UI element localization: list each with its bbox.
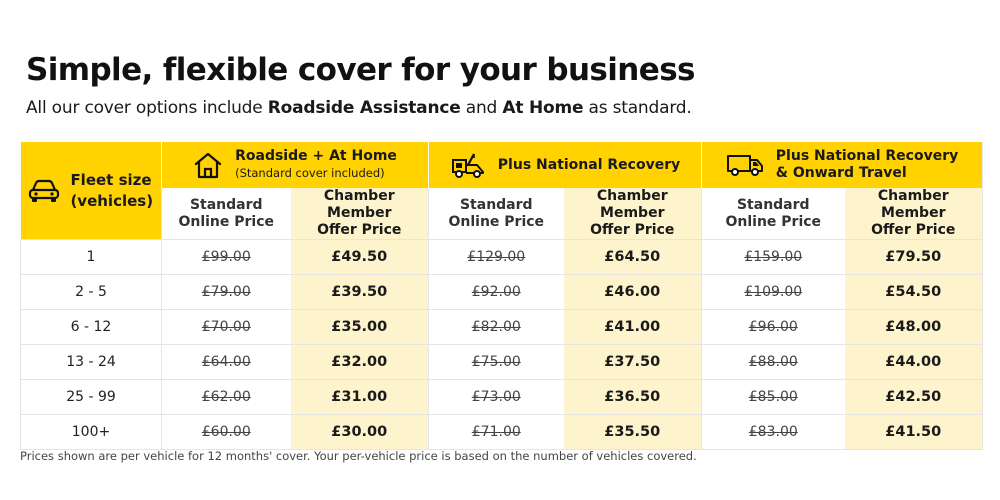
table-row [21, 240, 983, 275]
table-row [21, 345, 983, 380]
table-row [21, 275, 983, 310]
van-icon [726, 152, 764, 178]
offer-price-cell: £48.00 [845, 310, 983, 345]
standard-price-cell [429, 310, 564, 345]
standard-price-cell [702, 240, 845, 275]
group-header-onward-travel [702, 142, 983, 188]
subheader-offer-price [845, 188, 983, 240]
strikethrough-price: £73.00 [471, 389, 521, 405]
strikethrough-price: £92.00 [471, 284, 521, 300]
subtitle-at-home: At Home [502, 98, 584, 118]
offer-price-cell: £31.00 [291, 380, 429, 415]
standard-price-cell [162, 275, 291, 310]
subheader-line: Chamber Member [596, 188, 668, 221]
table-row [21, 415, 983, 450]
strikethrough-price: £88.00 [748, 354, 798, 370]
standard-price-cell [162, 415, 291, 450]
table-row [21, 310, 983, 345]
standard-price-cell [429, 275, 564, 310]
offer-price-cell: £35.00 [291, 310, 429, 345]
subheader-line: Standard [736, 196, 810, 213]
subheader-line: Online Price [178, 213, 275, 230]
fleet-size-label: Fleet size [70, 170, 152, 189]
strikethrough-price: £75.00 [471, 354, 521, 370]
fleet-size-unit: (vehicles) [70, 191, 154, 210]
standard-price-cell [162, 345, 291, 380]
subheader-line: Offer Price [590, 222, 675, 238]
fleet-size-cell: 25 - 99 [21, 380, 162, 415]
offer-price-cell: £37.50 [564, 345, 702, 380]
subtitle-suffix: as standard. [583, 98, 692, 118]
strikethrough-price: £60.00 [201, 424, 251, 440]
subtitle-and: and [460, 98, 503, 118]
fleet-size-cell: 13 - 24 [21, 345, 162, 380]
fleet-size-cell: 100+ [21, 415, 162, 450]
standard-price-cell [162, 310, 291, 345]
strikethrough-price: £64.00 [201, 354, 251, 370]
subheader-line: Standard [459, 196, 533, 213]
fleet-size-cell: 2 - 5 [21, 275, 162, 310]
tow-truck-icon [450, 151, 486, 179]
group-title-national-recovery: Plus National Recovery [497, 156, 681, 173]
subheader-standard-price [702, 188, 845, 240]
fleet-size-cell: 6 - 12 [21, 310, 162, 345]
offer-price-cell: £49.50 [291, 240, 429, 275]
strikethrough-price: £129.00 [467, 249, 526, 265]
subheader-line: Offer Price [317, 222, 402, 238]
subheader-standard-price [429, 188, 564, 240]
strikethrough-price: £79.00 [201, 284, 251, 300]
footnote: Prices shown are per vehicle for 12 months' cover. Your per-vehicle price is based on the number of vehicles covered. [20, 449, 697, 463]
strikethrough-price: £71.00 [471, 424, 521, 440]
standard-price-cell [702, 380, 845, 415]
offer-price-cell: £32.00 [291, 345, 429, 380]
strikethrough-price: £62.00 [201, 389, 251, 405]
offer-price-cell: £36.50 [564, 380, 702, 415]
subheader-line: Standard [189, 196, 263, 213]
subheader-line: Chamber Member [323, 188, 395, 221]
subheader-line: Offer Price [871, 222, 956, 238]
standard-price-cell [702, 415, 845, 450]
offer-price-cell: £64.50 [564, 240, 702, 275]
offer-price-cell: £41.50 [845, 415, 983, 450]
strikethrough-price: £96.00 [748, 319, 798, 335]
subheader-line: Online Price [448, 213, 545, 230]
standard-price-cell [429, 240, 564, 275]
offer-price-cell: £30.00 [291, 415, 429, 450]
page-subtitle [26, 98, 692, 118]
group-title-onward-travel-line1: Plus National Recovery [775, 148, 959, 164]
standard-price-cell [429, 415, 564, 450]
standard-price-cell [162, 240, 291, 275]
strikethrough-price: £109.00 [744, 284, 803, 300]
standard-price-cell [162, 380, 291, 415]
strikethrough-price: £70.00 [201, 319, 251, 335]
offer-price-cell: £41.00 [564, 310, 702, 345]
subheader-offer-price [291, 188, 429, 240]
offer-price-cell: £42.50 [845, 380, 983, 415]
car-icon [28, 179, 60, 203]
offer-price-cell: £35.50 [564, 415, 702, 450]
page-title: Simple, flexible cover for your business [26, 52, 695, 88]
strikethrough-price: £85.00 [748, 389, 798, 405]
strikethrough-price: £83.00 [748, 424, 798, 440]
subheader-offer-price [564, 188, 702, 240]
group-title-roadside: Roadside + At Home [235, 148, 397, 164]
strikethrough-price: £159.00 [744, 249, 803, 265]
table-row [21, 380, 983, 415]
subheader-standard-price [162, 188, 291, 240]
group-header-national-recovery [429, 142, 702, 188]
strikethrough-price: £82.00 [471, 319, 521, 335]
standard-price-cell [702, 345, 845, 380]
standard-price-cell [429, 345, 564, 380]
offer-price-cell: £44.00 [845, 345, 983, 380]
standard-price-cell [702, 310, 845, 345]
strikethrough-price: £99.00 [201, 249, 251, 265]
offer-price-cell: £79.50 [845, 240, 983, 275]
offer-price-cell: £46.00 [564, 275, 702, 310]
fleet-size-cell: 1 [21, 240, 162, 275]
pricing-table [20, 142, 982, 450]
house-icon [193, 151, 223, 179]
group-title-onward-travel-line2: & Onward Travel [775, 165, 907, 181]
offer-price-cell: £39.50 [291, 275, 429, 310]
group-header-roadside [162, 142, 429, 188]
standard-price-cell [702, 275, 845, 310]
fleet-size-header [21, 142, 162, 240]
standard-price-cell [429, 380, 564, 415]
subtitle-prefix: All our cover options include [26, 98, 268, 118]
subtitle-roadside: Roadside Assistance [267, 98, 461, 118]
offer-price-cell: £54.50 [845, 275, 983, 310]
subheader-line: Online Price [725, 213, 822, 230]
group-subtitle-roadside: (Standard cover included) [235, 166, 385, 180]
subheader-line: Chamber Member [877, 188, 949, 221]
